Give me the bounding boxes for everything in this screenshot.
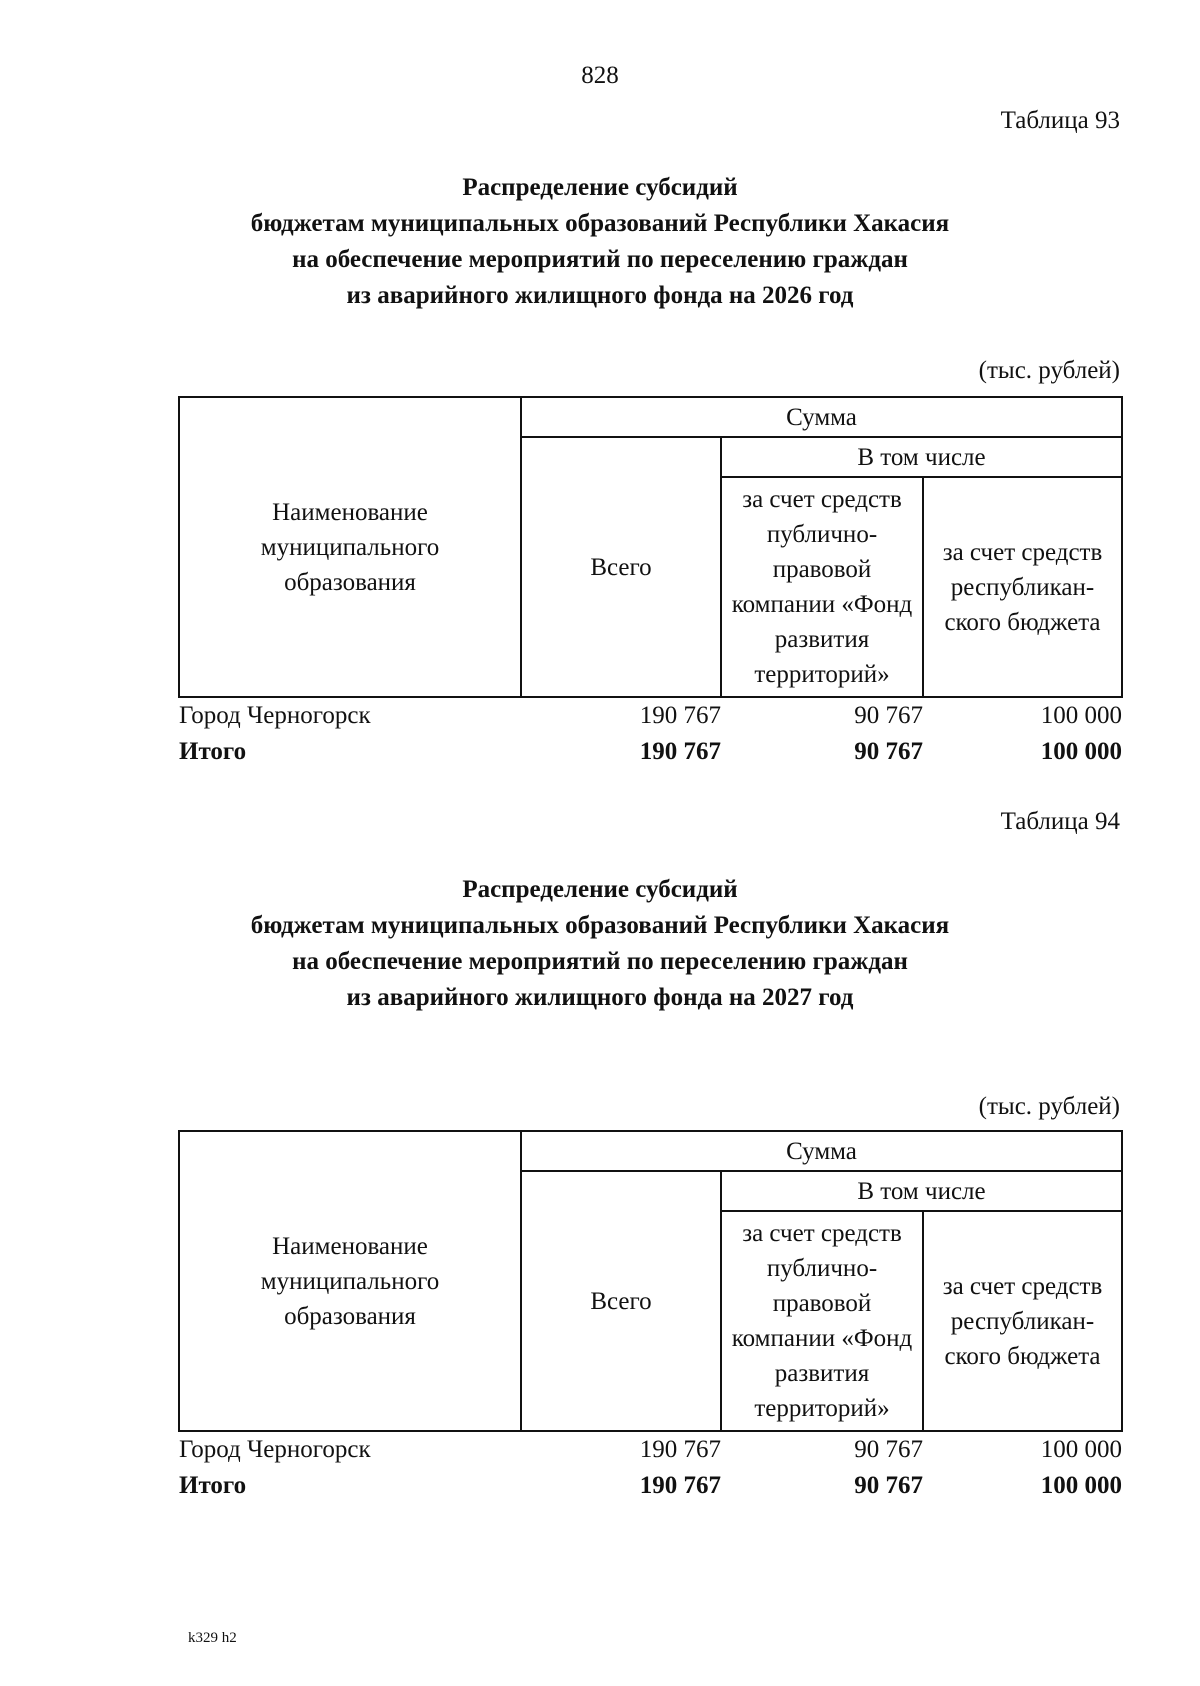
- title-line: Распределение субсидий: [462, 174, 738, 201]
- page-number: 828: [581, 62, 619, 89]
- title-line: из аварийного жилищного фонда на 2027 год: [346, 984, 854, 1011]
- table-title: [0, 170, 1200, 314]
- header-including: В том числе: [721, 1171, 1122, 1211]
- row-budget: 100 000: [1040, 1436, 1122, 1463]
- header-budget-col: за счет средств республикан-ского бюджета: [923, 477, 1122, 697]
- totals-fund: 90 767: [854, 1472, 923, 1499]
- totals-budget: 100 000: [1040, 1472, 1122, 1499]
- subsidy-table: [178, 396, 1123, 770]
- title-line: бюджетам муниципальных образований Республики Хакасия: [250, 912, 950, 939]
- totals-total: 190 767: [639, 738, 721, 765]
- subsidy-table: [178, 1130, 1123, 1504]
- row-total: 190 767: [639, 702, 721, 729]
- title-line: из аварийного жилищного фонда на 2026 год: [346, 282, 854, 309]
- table-title: [0, 872, 1200, 1016]
- header-sum: Сумма: [521, 397, 1122, 437]
- title-line: на обеспечение мероприятий по переселению граждан: [292, 246, 908, 273]
- row-budget: 100 000: [1040, 702, 1122, 729]
- totals-budget: 100 000: [1040, 738, 1122, 765]
- footer-code: k329 h2: [188, 1630, 237, 1646]
- units-label: (тыс. рублей): [978, 357, 1120, 384]
- totals-row: [179, 734, 1122, 770]
- row-fund: 90 767: [854, 702, 923, 729]
- table-label: Таблица 93: [1000, 107, 1120, 134]
- header-name-col: Наименование муниципального образования: [179, 1131, 521, 1431]
- title-line: бюджетам муниципальных образований Республики Хакасия: [250, 210, 950, 237]
- row-name: Город Черногорск: [179, 1436, 371, 1463]
- table-label: Таблица 94: [1000, 808, 1120, 835]
- title-line: Распределение субсидий: [462, 876, 738, 903]
- title-line: на обеспечение мероприятий по переселению граждан: [292, 948, 908, 975]
- header-name-col: Наименование муниципального образования: [179, 397, 521, 697]
- header-including: В том числе: [721, 437, 1122, 477]
- header-budget-col: за счет средств республикан-ского бюджета: [923, 1211, 1122, 1431]
- totals-row: [179, 1468, 1122, 1504]
- units-label: (тыс. рублей): [978, 1093, 1120, 1120]
- row-name: Город Черногорск: [179, 702, 371, 729]
- row-fund: 90 767: [854, 1436, 923, 1463]
- header-sum: Сумма: [521, 1131, 1122, 1171]
- row-total: 190 767: [639, 1436, 721, 1463]
- header-fund-col: за счет средств публично-правовой компании «Фонд развития территорий»: [721, 477, 923, 697]
- totals-total: 190 767: [639, 1472, 721, 1499]
- table-row: [179, 1431, 1122, 1468]
- totals-fund: 90 767: [854, 738, 923, 765]
- header-total-col: Всего: [521, 1171, 721, 1431]
- header-fund-col: за счет средств публично-правовой компании «Фонд развития территорий»: [721, 1211, 923, 1431]
- header-total-col: Всего: [521, 437, 721, 697]
- table-row: [179, 697, 1122, 734]
- totals-name: Итого: [179, 738, 247, 765]
- totals-name: Итого: [179, 1472, 247, 1499]
